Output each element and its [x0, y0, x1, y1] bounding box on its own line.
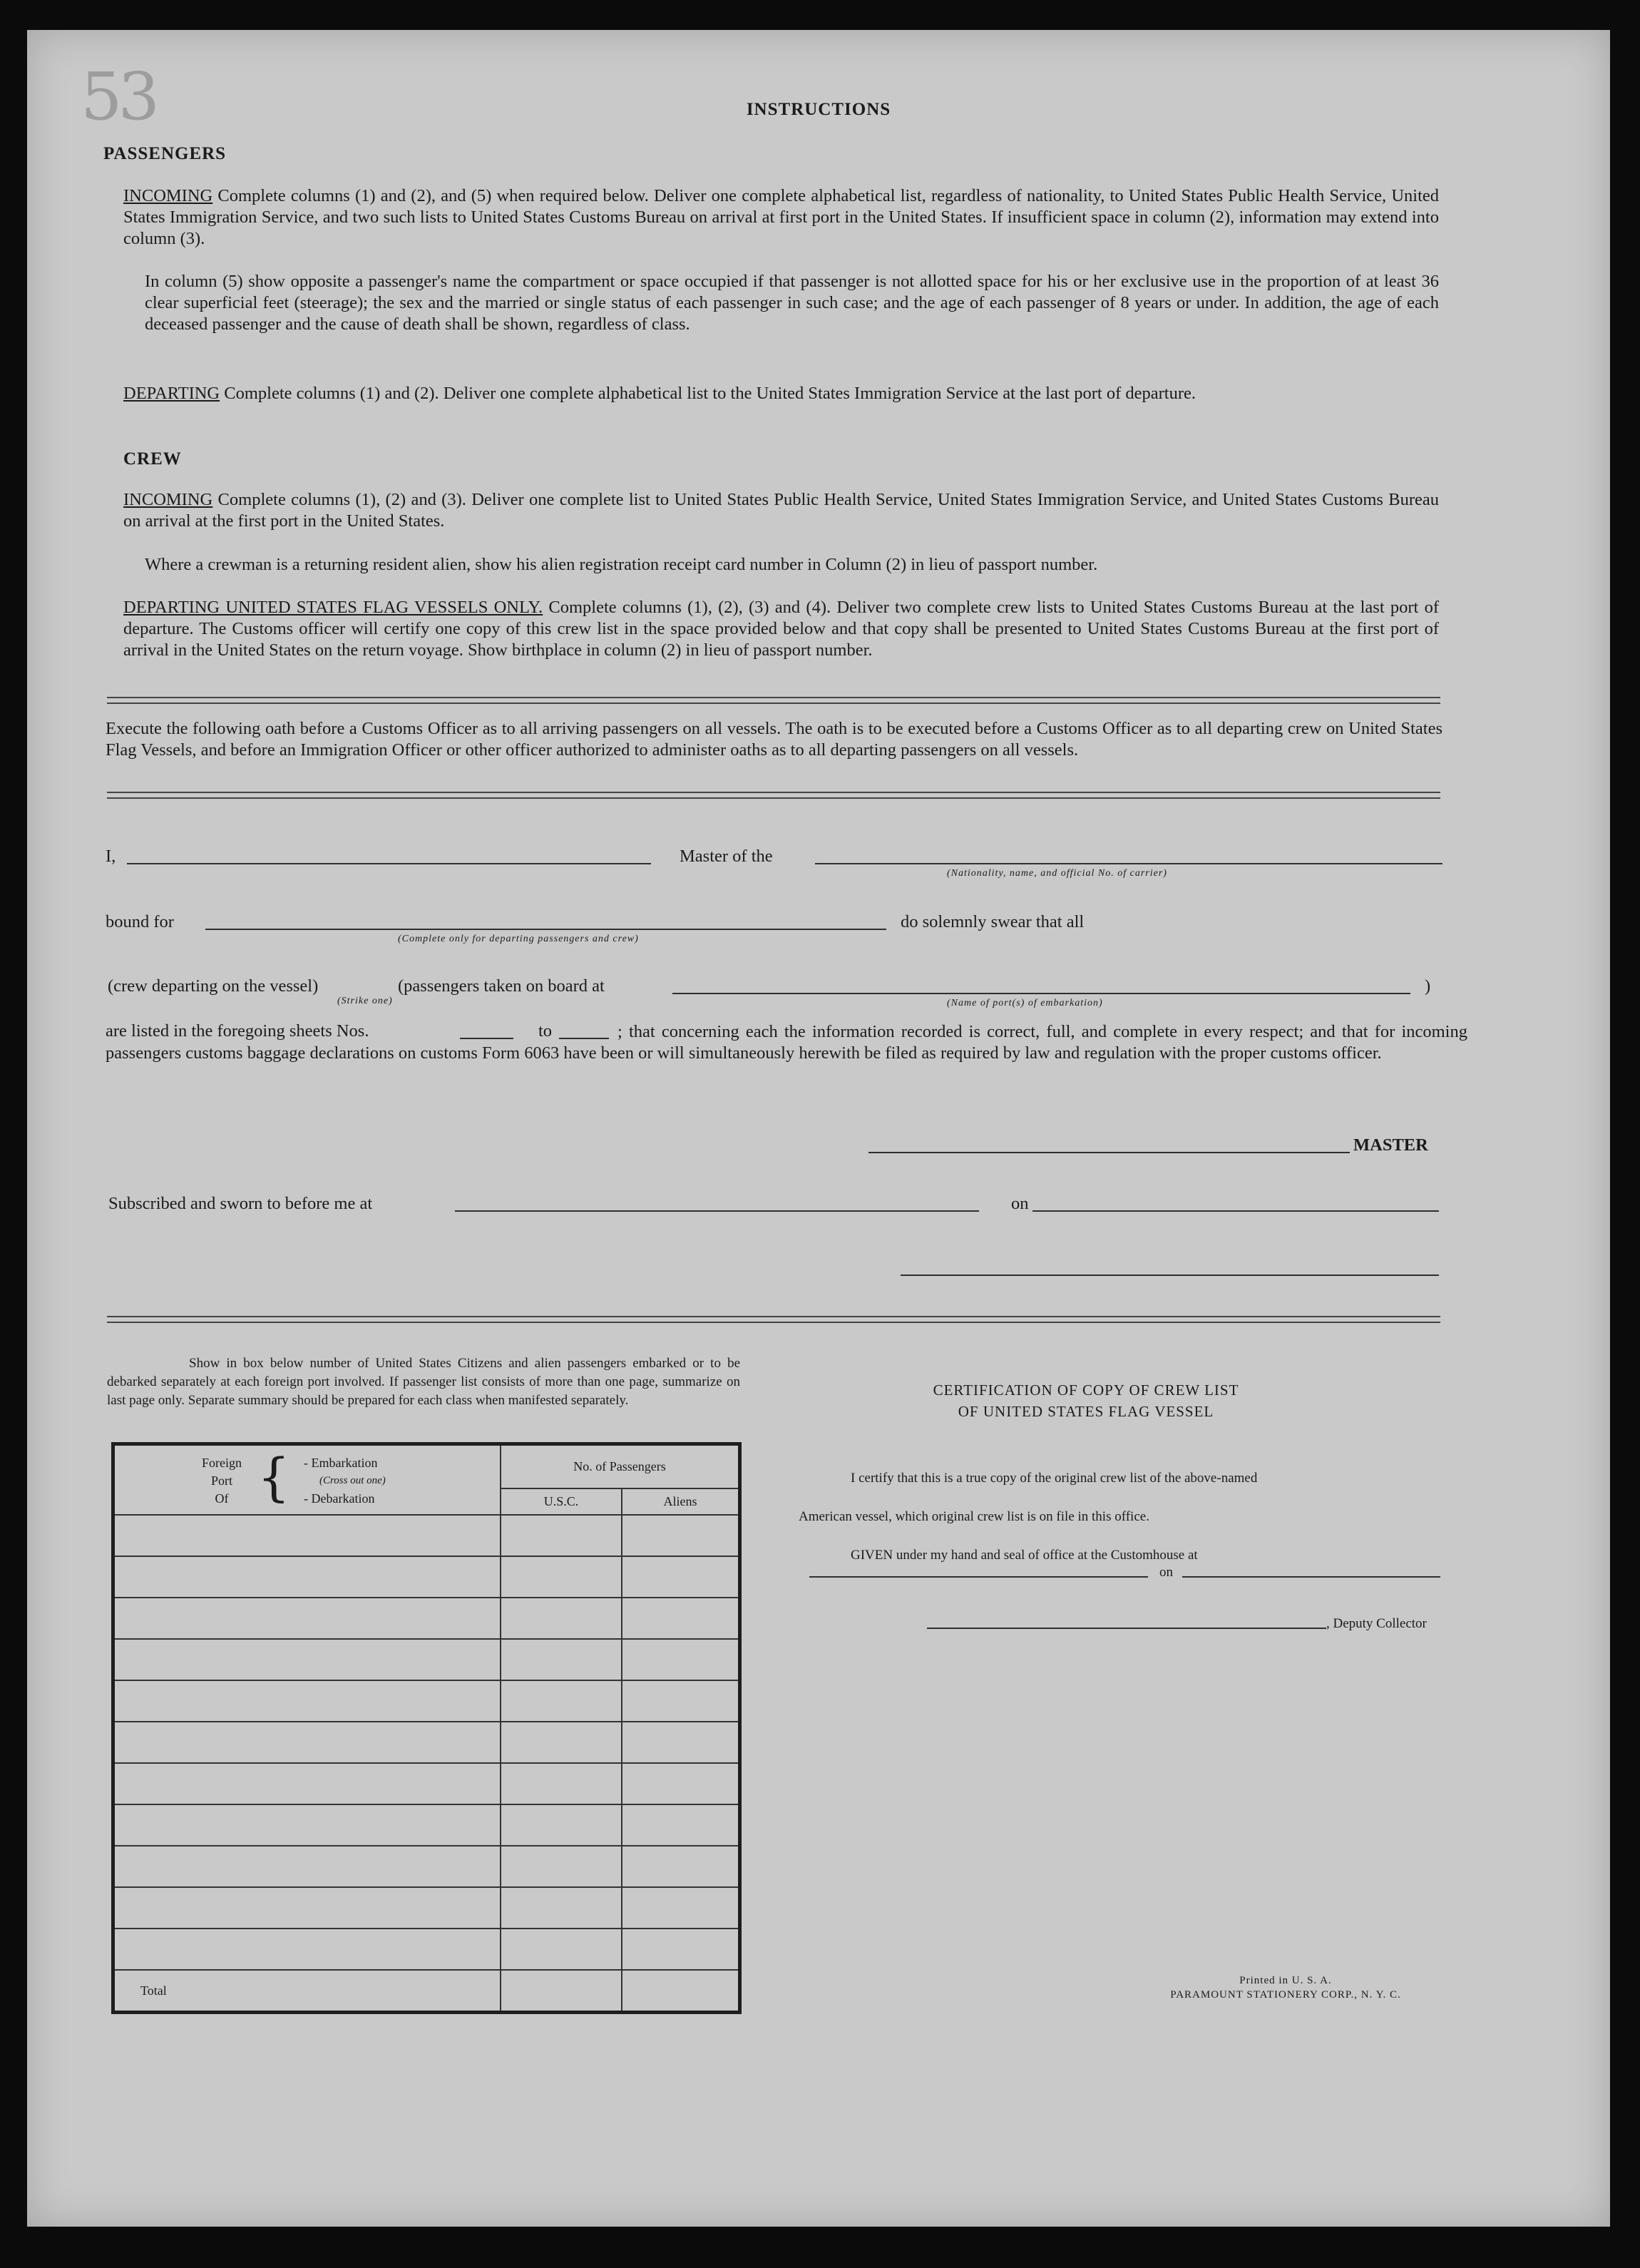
aliens-cell[interactable]: [622, 1639, 740, 1680]
brace-icon: {: [257, 1447, 290, 1507]
given-line: GIVEN under my hand and seal of office at the Customhouse at: [851, 1548, 1198, 1563]
aliens-header: Aliens: [622, 1488, 740, 1515]
crew-alien-paragraph: Where a crewman is a returning resident alien, show his alien registration receipt card number in Column (2) in lieu of passport number.: [145, 555, 1098, 574]
port-cell[interactable]: [113, 1804, 501, 1846]
port-cell[interactable]: [113, 1556, 501, 1598]
usc-header: U.S.C.: [501, 1488, 622, 1515]
passengers-departing-text: Complete columns (1) and (2). Deliver one complete alphabetical list to the United States Immigration Service at the last port of departure.: [220, 384, 1196, 403]
aliens-cell[interactable]: [622, 1804, 740, 1846]
certification-heading-1: CERTIFICATION OF COPY OF CREW LIST: [933, 1381, 1239, 1399]
usc-cell[interactable]: [501, 1804, 622, 1846]
usc-cell[interactable]: [501, 1639, 622, 1680]
ports-caption: (Name of port(s) of embarkation): [947, 998, 1103, 1008]
summary-instructions: Show in box below number of United States Citizens and alien passengers embarked or to be debarked separately at each foreign port involved. If passenger list consists of more than one page, summarize on last page only. Separate summary should be prepared for each class when manifested separately.: [107, 1356, 740, 1408]
crew-incoming-paragraph: [123, 489, 1439, 532]
aliens-cell[interactable]: [622, 1515, 740, 1556]
crew-departing-label: DEPARTING UNITED STATES FLAG VESSELS ONLY.: [123, 598, 543, 617]
passengers-departing-paragraph: [123, 383, 1439, 404]
pencil-page-number: 53: [81, 58, 156, 135]
certification-heading-2: OF UNITED STATES FLAG VESSEL: [958, 1403, 1214, 1420]
listed-label: are listed in the foregoing sheets Nos.: [106, 1021, 369, 1041]
passengers-taken-option: (passengers taken on board at: [398, 976, 605, 996]
deputy-collector-label: , Deputy Collector: [1326, 1616, 1427, 1631]
crew-departing-option: (crew departing on the vessel): [108, 976, 319, 996]
usc-cell[interactable]: [501, 1598, 622, 1639]
sworn-on-label: on: [1011, 1194, 1029, 1213]
port-cell[interactable]: [113, 1515, 501, 1556]
port-cell[interactable]: [113, 1929, 501, 1970]
to-label: to: [538, 1021, 553, 1041]
port-cell[interactable]: [113, 1680, 501, 1722]
crew-departing-text: Complete columns (1), (2), (3) and (4). Deliver two complete crew lists to United States Customs Bureau at the last port of departure. The Customs officer will certify one copy of this crew list in the space provided below and that copy shall be presented to United States Customs Bureau at the first port of arrival in the United States on the return voyage. Show birthplace in column (2) in lieu of passport number.: [123, 598, 1439, 660]
foreign-port-header: [113, 1444, 501, 1516]
master-signature-field[interactable]: [868, 1152, 1350, 1153]
of-label: Of: [215, 1491, 229, 1506]
oath-i-label: I,: [106, 847, 116, 866]
master-label: MASTER: [1353, 1135, 1428, 1155]
debarkation-label: - Debarkation: [304, 1491, 375, 1506]
port-cell[interactable]: [113, 1722, 501, 1763]
port-cell[interactable]: [113, 1887, 501, 1929]
usc-cell[interactable]: [501, 1680, 622, 1722]
cert-date-field[interactable]: [1182, 1576, 1440, 1578]
strike-caption: (Strike one): [337, 996, 393, 1006]
close-paren: ): [1425, 976, 1431, 996]
port-cell[interactable]: [113, 1763, 501, 1804]
summary-row: [113, 1887, 740, 1929]
aliens-cell[interactable]: [622, 1763, 740, 1804]
usc-cell[interactable]: [501, 1887, 622, 1929]
summary-row: [113, 1680, 740, 1722]
summary-row: [113, 1846, 740, 1887]
usc-cell[interactable]: [501, 1846, 622, 1887]
certify-line-1: I certify that this is a true copy of the original crew list of the above-named: [851, 1471, 1258, 1486]
usc-cell[interactable]: [501, 1929, 622, 1970]
summary-row: [113, 1804, 740, 1846]
form-page: [27, 30, 1610, 2227]
section-divider: [107, 792, 1440, 799]
summary-row: [113, 1763, 740, 1804]
port-label: Port: [210, 1473, 232, 1488]
oath-intro: Execute the following oath before a Customs Officer as to all arriving passengers on all vessels. The oath is to be executed before a Customs Officer as to all departing crew on United States Flag Vessels, and before an Immigration Officer or other officer authorized to administer oaths as to all departing passengers on all vessels.: [106, 719, 1442, 760]
passengers-departing-label: DEPARTING: [123, 384, 220, 403]
usc-cell[interactable]: [501, 1556, 622, 1598]
nationality-caption: (Nationality, name, and official No. of carrier): [947, 868, 1167, 879]
bound-for-label: bound for: [106, 912, 174, 931]
instructions-title: INSTRUCTIONS: [746, 100, 891, 119]
port-cell[interactable]: [113, 1598, 501, 1639]
passengers-incoming-text: Complete columns (1) and (2), and (5) when required below. Deliver one complete alphabetical list, regardless of nationality, to United States Public Health Service, United States Immigration Service, and two such lists to United States Customs Bureau on arrival at first port in the United States. If insufficient space in column (2), information may extend into column (3).: [123, 186, 1439, 248]
summary-row: [113, 1515, 740, 1556]
no-passengers-header: No. of Passengers: [501, 1444, 740, 1489]
crew-heading: CREW: [123, 449, 182, 469]
aliens-cell[interactable]: [622, 1598, 740, 1639]
cert-on-label: on: [1159, 1565, 1173, 1580]
master-name-field[interactable]: [127, 863, 651, 864]
sworn-place-field[interactable]: [455, 1210, 979, 1212]
summary-row: [113, 1722, 740, 1763]
crew-incoming-text: Complete columns (1), (2) and (3). Deliver one complete list to United States Public Health Service, United States Immigration Service, and United States Customs Bureau on arrival at the first port in the United States.: [123, 490, 1439, 531]
summary-row: [113, 1639, 740, 1680]
cross-out-label: (Cross out one): [319, 1475, 386, 1486]
bound-caption: (Complete only for departing passengers and crew): [398, 934, 639, 944]
aliens-cell[interactable]: [622, 1680, 740, 1722]
sworn-date-field[interactable]: [1032, 1210, 1439, 1212]
crew-incoming-label: INCOMING: [123, 490, 213, 509]
aliens-cell[interactable]: [622, 1722, 740, 1763]
passenger-summary-table: [111, 1442, 742, 2014]
aliens-cell[interactable]: [622, 1846, 740, 1887]
summary-table-body: [113, 1515, 740, 1970]
total-aliens-cell[interactable]: [622, 1970, 740, 2013]
officer-signature-field[interactable]: [901, 1275, 1439, 1276]
summary-row: [113, 1556, 740, 1598]
aliens-cell[interactable]: [622, 1887, 740, 1929]
master-of-label: Master of the: [680, 847, 773, 866]
certify-line-2: American vessel, which original crew list is on file in this office.: [799, 1509, 1149, 1524]
listed-rest-text: ; that concerning each the information recorded is correct, full, and complete in every respect; and that for incoming passengers customs baggage declarations on customs Form 6063 have been or will simultaneously herewith be filed as required by law and regulation with the proper customs officer.: [106, 1022, 1467, 1063]
aliens-cell[interactable]: [622, 1929, 740, 1970]
section-divider: [107, 1316, 1440, 1323]
carrier-field[interactable]: [815, 863, 1442, 864]
customhouse-field[interactable]: [809, 1576, 1148, 1578]
printer-line-2: PARAMOUNT STATIONERY CORP., N. Y. C.: [1170, 1989, 1401, 2001]
total-label: Total: [113, 1970, 501, 2013]
bound-for-field[interactable]: [205, 929, 886, 930]
printer-line-1: Printed in U. S. A.: [1239, 1975, 1332, 1986]
passengers-incoming-paragraph: [123, 185, 1439, 250]
usc-cell[interactable]: [501, 1722, 622, 1763]
passengers-heading: PASSENGERS: [103, 144, 227, 163]
summary-row: [113, 1598, 740, 1639]
aliens-cell[interactable]: [622, 1556, 740, 1598]
subscribed-label: Subscribed and sworn to before me at: [108, 1194, 373, 1213]
port-cell[interactable]: [113, 1639, 501, 1680]
passengers-column5-paragraph: In column (5) show opposite a passenger's name the compartment or space occupied if that passenger is not allotted space for his or her exclusive use in the proportion of at least 36 clear superficial feet (steerage); the sex and the married or single status of each passenger in such case; and the age of each passenger of 8 years or under. In addition, the age of each deceased passenger and the cause of death shall be shown, regardless of class.: [145, 272, 1439, 334]
passengers-incoming-label: INCOMING: [123, 186, 213, 205]
foreign-label: Foreign: [202, 1456, 242, 1470]
embarkation-ports-field[interactable]: [672, 993, 1410, 994]
crew-departing-paragraph: [123, 597, 1439, 661]
usc-cell[interactable]: [501, 1763, 622, 1804]
deputy-collector-field[interactable]: [927, 1628, 1326, 1629]
section-divider: [107, 697, 1440, 704]
total-usc-cell[interactable]: [501, 1970, 622, 2013]
usc-cell[interactable]: [501, 1515, 622, 1556]
port-cell[interactable]: [113, 1846, 501, 1887]
swear-text: do solemnly swear that all: [901, 912, 1085, 931]
summary-row: [113, 1929, 740, 1970]
embarkation-label: - Embarkation: [304, 1456, 378, 1470]
